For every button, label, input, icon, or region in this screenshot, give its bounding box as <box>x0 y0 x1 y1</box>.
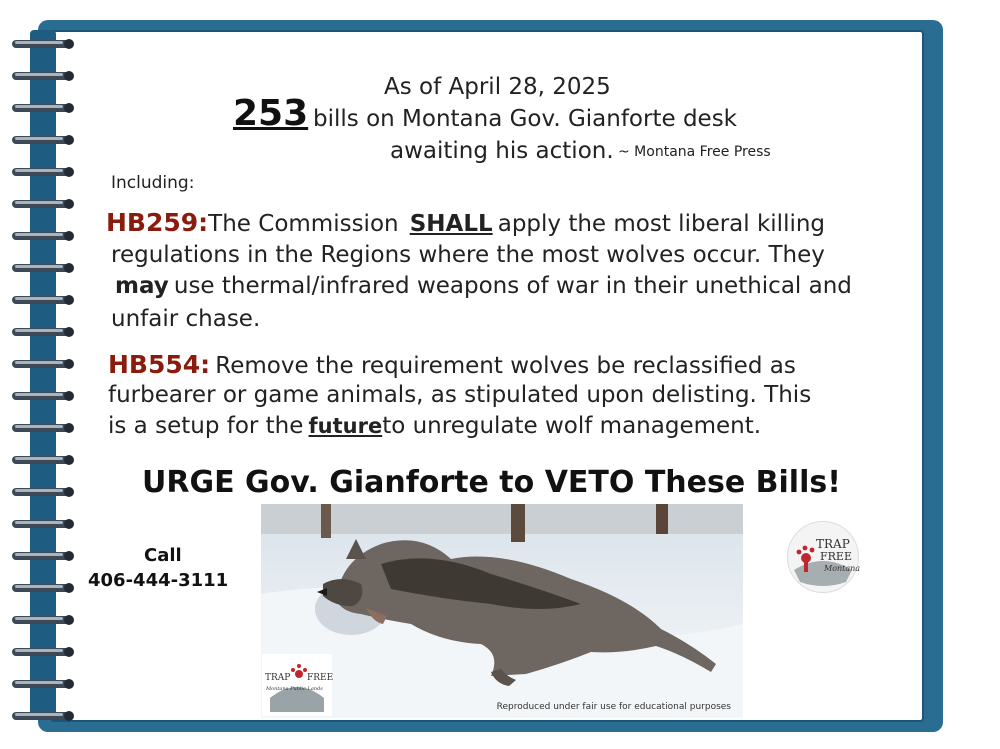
bill-hb554-text: is a setup for the <box>108 413 304 439</box>
spiral-ring <box>12 264 70 272</box>
spiral-ring <box>12 456 70 464</box>
spiral-ring <box>12 584 70 592</box>
spiral-ring <box>12 392 70 400</box>
spiral-ring <box>12 200 70 208</box>
call-label: Call <box>144 545 182 566</box>
logo-trap: TRAP <box>816 537 850 551</box>
bill-hb554-id: HB554: <box>108 350 211 379</box>
may-emphasis: may <box>115 273 169 299</box>
bill-hb554-line3 <box>108 413 761 439</box>
spiral-ring <box>12 104 70 112</box>
bill-hb259-line4: unfair chase. <box>111 306 261 332</box>
bill-hb554-text: Remove the requirement wolves be reclassified as <box>215 353 796 379</box>
wolf-photo-illustration <box>261 504 743 718</box>
spiral-ring <box>12 648 70 656</box>
spiral-ring <box>12 488 70 496</box>
spiral-ring <box>12 232 70 240</box>
spiral-ring <box>12 40 70 48</box>
spiral-ring <box>12 680 70 688</box>
bill-hb259-line2: regulations in the Regions where the most wolves occur. They <box>111 242 825 268</box>
spiral-ring <box>12 424 70 432</box>
shall-emphasis: SHALL <box>409 211 493 237</box>
bill-hb259-line1 <box>106 208 825 237</box>
including-label: Including: <box>111 173 195 193</box>
spiral-ring <box>12 296 70 304</box>
trap-free-montana-logo <box>787 521 859 593</box>
call-to-action: URGE Gov. Gianforte to VETO These Bills! <box>142 465 841 500</box>
spiral-ring <box>12 136 70 144</box>
bill-hb259-text: The Commission <box>208 211 399 237</box>
bill-count-description: bills on Montana Gov. Gianforte desk <box>313 106 737 132</box>
trap-free-logo-small <box>262 654 332 716</box>
spiral-ring <box>12 168 70 176</box>
logo-small-trap: TRAP <box>265 673 291 683</box>
phone-number: 406-444-3111 <box>88 570 229 591</box>
bill-hb554-text: to unregulate wolf management. <box>382 413 762 439</box>
photo-credit: Reproduced under fair use for educational purposes <box>496 702 731 712</box>
wolf-photo <box>261 504 743 718</box>
spiral-ring <box>12 552 70 560</box>
bill-hb259-text: use thermal/infrared weapons of war in their unethical and <box>173 273 852 299</box>
logo-small-free: FREE <box>307 673 334 683</box>
spiral-ring <box>12 616 70 624</box>
date-line: As of April 28, 2025 <box>384 74 611 100</box>
bill-count: 253 <box>233 93 309 134</box>
bill-hb259-text: apply the most liberal killing <box>497 211 826 237</box>
spiral-ring <box>12 72 70 80</box>
spiral-ring <box>12 328 70 336</box>
bill-hb259-line3 <box>115 273 852 299</box>
spiral-ring <box>12 520 70 528</box>
spiral-ring <box>12 712 70 720</box>
awaiting-text: awaiting his action. <box>390 138 614 164</box>
paw-icon <box>262 654 332 716</box>
source-attribution: ~ Montana Free Press <box>618 144 771 160</box>
spiral-ring <box>12 360 70 368</box>
future-emphasis: future <box>308 414 383 438</box>
bill-hb554-line1 <box>108 350 796 379</box>
bill-hb259-id: HB259: <box>106 208 209 237</box>
logo-small-subtitle: Montana Public Lands <box>266 686 323 692</box>
logo-montana: Montana <box>824 564 861 573</box>
logo-free: FREE <box>820 550 852 563</box>
bill-hb554-line2: furbearer or game animals, as stipulated upon delisting. This <box>108 382 812 408</box>
